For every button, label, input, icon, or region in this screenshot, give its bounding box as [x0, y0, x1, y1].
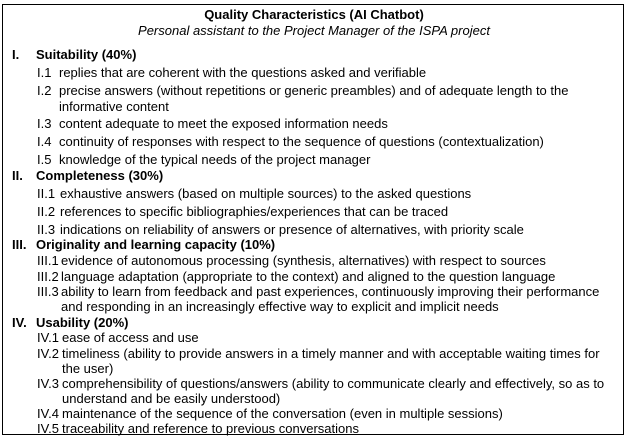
- criterion-text: ability to learn from feedback and past experiences, continuously improving their performance: [61, 284, 600, 299]
- criterion-number: I.4: [37, 134, 52, 149]
- document-subtitle: Personal assistant to the Project Manager of the ISPA project: [138, 23, 490, 38]
- criterion-text: continuity of responses with respect to the sequence of questions (contextualization): [59, 134, 544, 149]
- criterion-text-continued: the user): [62, 361, 114, 376]
- criterion-number: II.2: [37, 204, 56, 219]
- criterion-number: III.3: [37, 284, 59, 299]
- section-heading: Originality and learning capacity (10%): [36, 237, 276, 252]
- section-heading: Completeness (30%): [36, 168, 164, 183]
- criterion-number: IV.3: [37, 376, 59, 391]
- section-heading: Suitability (40%): [36, 47, 137, 62]
- document-title: Quality Characteristics (AI Chatbot): [204, 7, 424, 22]
- section-number: IV.: [12, 315, 27, 330]
- criterion-text-continued: understand and be easily understood): [62, 391, 281, 406]
- criterion-text: indications on reliability of answers or presence of alternatives, with priority scale: [60, 222, 524, 237]
- criterion-text: timeliness (ability to provide answers in a timely manner and with acceptable waiting times for: [62, 346, 600, 361]
- criterion-text: comprehensibility of questions/answers (ability to communicate clearly and effectively, so as to: [62, 376, 605, 391]
- criterion-text: evidence of autonomous processing (synthesis, alternatives) with respect to sources: [61, 253, 546, 268]
- section-number: I.: [12, 47, 20, 62]
- criterion-text: traceability and reference to previous conversations: [62, 421, 359, 436]
- criterion-text: maintenance of the sequence of the conversation (even in multiple sessions): [62, 406, 503, 421]
- criterion-number: II.3: [37, 222, 56, 237]
- criterion-text-continued: informative content: [59, 99, 169, 114]
- criterion-text: replies that are coherent with the questions asked and verifiable: [59, 65, 427, 80]
- criterion-number: I.1: [37, 65, 52, 80]
- criterion-number: I.5: [37, 152, 52, 167]
- criterion-number: III.1: [37, 253, 59, 268]
- section-number: III.: [12, 237, 27, 252]
- section-heading: Usability (20%): [36, 315, 129, 330]
- criterion-number: I.3: [37, 116, 52, 131]
- criterion-number: I.2: [37, 83, 52, 98]
- criterion-number: II.1: [37, 186, 56, 201]
- criterion-number: III.2: [37, 269, 59, 284]
- criterion-number: IV.2: [37, 346, 59, 361]
- criterion-text: knowledge of the typical needs of the project manager: [59, 152, 371, 167]
- criterion-text: precise answers (without repetitions or generic preambles) and of adequate length to the: [59, 83, 569, 98]
- criterion-text: references to specific bibliographies/experiences that can be traced: [60, 204, 449, 219]
- criterion-text-continued: and responding in an increasingly effective way to explicit and implicit needs: [61, 299, 499, 314]
- criterion-text: ease of access and use: [62, 330, 199, 345]
- criterion-text: content adequate to meet the exposed information needs: [59, 116, 388, 131]
- criterion-text: language adaptation (appropriate to the context) and aligned to the question language: [61, 269, 556, 284]
- criterion-number: IV.5: [37, 421, 59, 436]
- section-number: II.: [12, 168, 23, 183]
- criterion-text: exhaustive answers (based on multiple sources) to the asked questions: [60, 186, 472, 201]
- criterion-number: IV.1: [37, 330, 59, 345]
- criterion-number: IV.4: [37, 406, 59, 421]
